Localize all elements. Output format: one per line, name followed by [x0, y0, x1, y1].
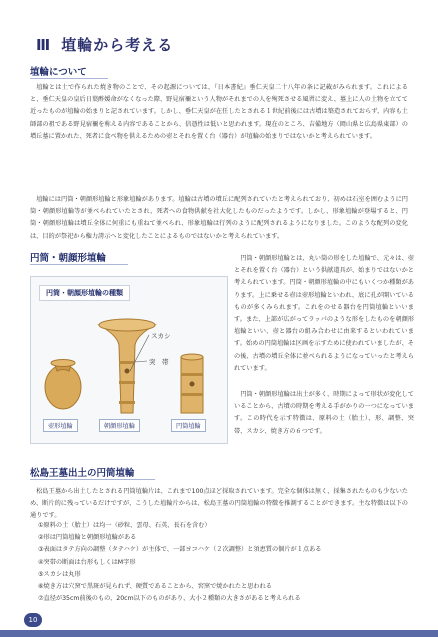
- list-item: ⑦直径が35cm前後のもの、20cm以下のものがあり、大小２種類の大きさがあると考えられる: [38, 595, 301, 603]
- jar-haniwa-figure: [45, 360, 81, 410]
- label-jar-haniwa: 壺形埴輪: [43, 419, 78, 432]
- list-item: ⑤スカシは丸形: [38, 570, 81, 578]
- list-item: ①原料の土（胎土）は均一（砂粒、雲母、石英、長石を含む）: [38, 522, 211, 529]
- haniwa-types-diagram: [30, 276, 228, 444]
- section-heading-matsushima: 松島王墓出土の円筒埴輪: [30, 468, 135, 479]
- section-number: Ⅲ: [36, 36, 52, 54]
- page-title: [36, 34, 173, 55]
- section-heading-cylindrical: 円筒・朝顔形埴輪: [30, 253, 107, 264]
- title-text: 埴輪から考える: [61, 36, 174, 54]
- label-cylindrical-haniwa: 円筒埴輪: [171, 419, 206, 432]
- paragraph-cylindrical-desc: 円筒・朝顔形埴輪とは、丸い筒の形をした埴輪で、元々は、壺とそれを置く台（器台）という供献道具が、始まりではないかと考えられています。円筒・朝顔形埴輪の中にもいくつか種類があります。上に乗せる壺は壺形埴輪といわれ、底に孔が開いているものが多くみられます。これをのせる器台を円筒埴輪といいます。また、上部が広がってラッパのような形をしたものを朝顔形埴輪といい、壺と器台の組み合わせに由来するといわれています。始めの円筒埴輪は区画を示すために使われていましたが、その後、古墳の墳丘全体に並べられるようになっていったと考えられています。: [234, 255, 414, 372]
- page-number: 10: [24, 613, 42, 627]
- feature-list: [38, 520, 410, 605]
- heading-underline: [30, 479, 155, 480]
- list-item: ④突帯の断面は台形もしくはM字形: [38, 558, 136, 566]
- heading-underline: [30, 78, 108, 79]
- cylindrical-haniwa-figure: [181, 354, 203, 413]
- callout-totai: 突 帯: [149, 358, 169, 366]
- heading-underline: [30, 264, 128, 265]
- diagram-title: 円筒・朝顔形埴輪の種類: [39, 285, 130, 301]
- paragraph-cylindrical-dating: 円筒・朝顔形埴輪は出土が多く、時期によって形状が変化していることから、古墳の時期を考える手がかりの一つになっています。この時代を示す特徴は、原料の土（胎土）、形、調整、突帯、スカシ、焼き方の６つです。: [234, 391, 414, 435]
- label-asagao-haniwa: 朝顔形埴輪: [99, 419, 140, 432]
- list-item: ③表面はタテ方向の調整（タテハケ）が主体で、一部ヨコハケ（２次調整）と須恵質の個片が１点ある: [38, 546, 322, 554]
- section-heading-haniwa: 埴輪について: [30, 67, 87, 78]
- list-item: ⑥焼き方は穴窯で黒斑が見られず、硬質であることから、窖窯で焼かれたと思われる: [38, 583, 272, 591]
- paragraph-haniwa-types: 埴輪には円筒・朝顔形埴輪と形象埴輪があります。埴輪は古墳の墳丘に配列されていたと考えられており、初めは石室を囲むように円筒・朝顔形埴輪等が並べられていたとされ、死者への食物供献を社大化したものだったようです。しかし、形象埴輪が登場すると、円筒・朝顔形埴輪は墳丘全体に何重にも重ねて並べられ、形象埴輪は行列のように配列されるようになりました。このような配列の変化は、目的が祭祀から権力誇示へと変化したことによるものではないかと考えられています。: [30, 196, 408, 240]
- callout-sukashi: スカシ: [151, 332, 171, 340]
- paragraph-haniwa-origin: 埴輪とは土で作られた焼き物のことで、その起源については、『日本書紀』垂仁天皇二十八年の条に記載がみられます。これによると、垂仁天皇の皇后日葉酢媛命がなくなった際、野見宿禰という人物がそれまでの人を殉死させる風習に変え、墓上に人の土物を立てて近ったものが埴輪の始まりと記されています。しかし、垂仁天皇が在任したとされる１世紀前後には古墳は築造されておらず、内容も土師部の祖である野見宿禰を称える内容であることから、信憑性は低いと思われます。現在のところ、吉備地方（岡山県と広島県東部）の墳丘墓に置かれた、死者に食べ物を供えるための壺とそれを置く台（器台）が埴輪の始まりではないかと考えられています。: [30, 84, 408, 140]
- footer-bar: [0, 630, 438, 637]
- list-item: ②形は円筒埴輪と朝顔形埴輪がある: [38, 534, 137, 542]
- paragraph-matsushima-intro: 松島王墓から出土したとされる円筒埴輪片は、これまで100点ほど採取されています。完全な個体は無く、採集されたものも少ないため、断片的に残っているだけですが、こうした埴輪片からは、松島王墓の円筒埴輪の特徴を推測することができます。主な特徴は以下の通りです。: [30, 488, 408, 520]
- asagao-haniwa-figure: [99, 319, 155, 413]
